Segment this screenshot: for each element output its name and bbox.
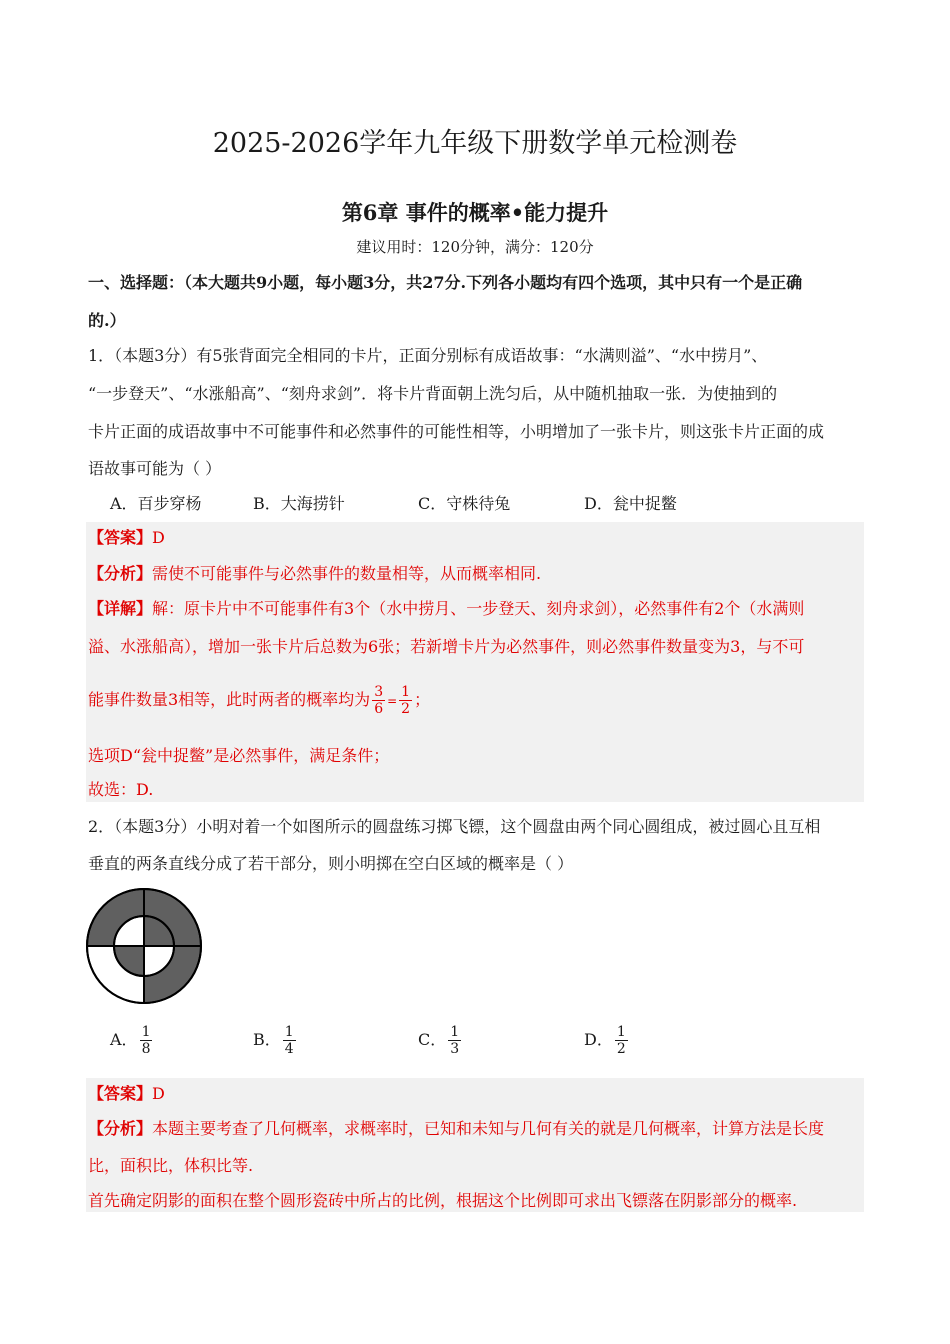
fraction-numerator: 1 [284,1024,294,1040]
analysis-tag: 【分析】 [88,564,153,583]
q2-answer [88,1083,165,1105]
fraction-numerator: 3 [374,684,384,700]
q1-analysis [88,563,541,585]
detail-text: 能事件数量3相等，此时两者的概率均为 [88,690,371,709]
q1-option-d: D．瓮中捉鳖 [584,494,677,513]
time-info: 建议用时：120分钟，满分：120分 [356,238,594,256]
q1-detail-line2: 溢、水涨船高），增加一张卡片后总数为6张；若新增卡片为必然事件，则必然事件数量变为3，与不可 [88,637,805,656]
q1-detail-line1 [88,598,804,620]
q1-answer [88,527,165,549]
answer-tag: 【答案】 [88,528,153,547]
fraction [615,1024,628,1057]
dartboard-figure [86,888,202,1004]
fraction [140,1024,153,1057]
option-label: B． [253,1030,281,1049]
q1-stem-line: “一步登天”、“水涨船高”、“刻舟求剑”．将卡片背面朝上洗匀后，从中随机抽取一张．为使抽到的 [88,384,778,403]
q2-analysis-line2: 比，面积比，体积比等. [88,1156,254,1175]
fraction-denominator: 2 [401,701,411,717]
analysis-text: 需使不可能事件与必然事件的数量相等，从而概率相同. [152,564,542,583]
q2-stem-line: 垂直的两条直线分成了若干部分，则小明掷在空白区域的概率是（ ） [88,854,574,873]
detail-text: 解：原卡片中不可能事件有3个（水中捞月、一步登天、刻舟求剑），必然事件有2个（水满则 [152,599,805,618]
fraction-denominator: 6 [374,701,384,717]
q1-option-a: A．百步穿杨 [110,494,202,513]
detail-text: ； [414,690,431,709]
q2-analysis-line1 [88,1118,824,1140]
analysis-tag: 【分析】 [88,1119,153,1138]
fraction-denominator: 2 [616,1041,626,1057]
q1-detail-line3 [88,684,430,717]
q2-analysis-line3: 首先确定阴影的面积在整个圆形瓷砖中所占的比例，根据这个比例即可求出飞镖落在阴影部分的概率. [88,1191,798,1210]
q1-stem-line: 语故事可能为（ ） [88,459,222,478]
equals-sign: = [387,694,398,708]
q1-option-b: B．大海捞针 [253,494,345,513]
fraction-numerator: 1 [616,1024,626,1040]
chapter-subtitle: 第6章 事件的概率•能力提升 [341,200,609,225]
option-label: C． [418,1030,447,1049]
q1-stem-line: 1．（本题3分）有5张背面完全相同的卡片，正面分别标有成语故事：“水满则溢”、“水中捞月”、 [88,346,768,365]
page-title: 2025-2026学年九年级下册数学单元检测卷 [212,128,738,159]
q1-stem-line: 卡片正面的成语故事中不可能事件和必然事件的可能性相等，小明增加了一张卡片，则这张卡片正面的成 [88,422,825,441]
fraction-numerator: 1 [401,684,411,700]
section-heading-line1: 一、选择题：（本大题共9小题，每小题3分，共27分.下列各小题均有四个选项，其中只有一个是正确 [88,273,803,292]
q1-detail-line5: 故选：D. [88,780,154,799]
fraction-numerator: 1 [141,1024,151,1040]
q2-option-d [584,1024,630,1057]
fraction-denominator: 3 [450,1041,460,1057]
fraction-denominator: 4 [284,1041,294,1057]
q2-stem-line: 2．（本题3分）小明对着一个如图所示的圆盘练习掷飞镖，这个圆盘由两个同心圆组成，被过圆心且互相 [88,817,821,836]
option-label: D． [584,1030,613,1049]
fraction-numerator: 1 [450,1024,460,1040]
answer-value: D [152,1084,165,1103]
q2-option-a [110,1024,154,1057]
answer-value: D [152,528,165,547]
q1-option-c: C．守株待兔 [418,494,511,513]
section-heading-line2: 的.） [88,311,126,330]
fraction [283,1024,296,1057]
detail-tag: 【详解】 [88,599,153,618]
answer-tag: 【答案】 [88,1084,153,1103]
option-label: A． [110,1030,138,1049]
fraction [399,684,412,717]
q2-option-c [418,1024,463,1057]
analysis-text: 本题主要考查了几何概率，求概率时，已知和未知与几何有关的就是几何概率，计算方法是长度 [152,1119,825,1138]
fraction-denominator: 8 [141,1041,151,1057]
fraction [448,1024,461,1057]
q1-detail-line4: 选项D“瓮中捉鳖”是必然事件，满足条件； [88,746,390,765]
fraction [372,684,385,717]
q2-option-b [253,1024,298,1057]
